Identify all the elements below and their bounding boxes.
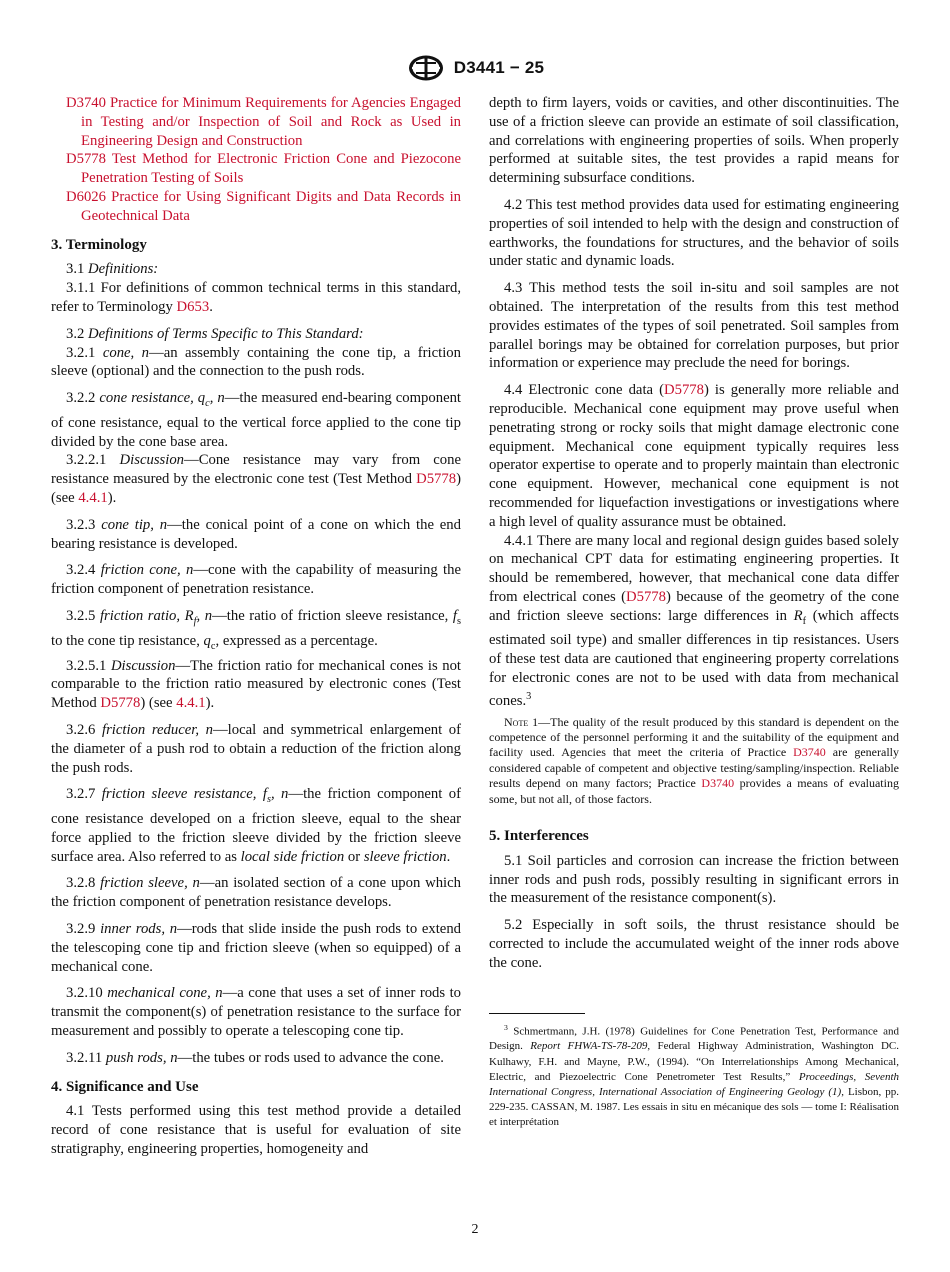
para-3-2-3: 3.2.3 cone tip, n—the conical point of a cone on which the end bearing resistance is developed. [51, 516, 461, 552]
para-4-4-1: 4.4.1 There are many local and regional design guides based solely on mechanical CPT data for estimating engineering properties. It should be remembered, however, that mechanical cone data differ from electrical cones (D5778) because of the geometry of the cone and friction sleeve sections: large differences in $R_f$ (which affects estimated soil type) and smaller differences in tip resistances. Users of these test data are cautioned that engineering property correlations for electronic cones are not to be used with data from mechanical cones.$^3$ [489, 532, 899, 709]
para-4-1: 4.1 Tests performed using this test method provide a detailed record of cone resistance that is useful for evaluation of site stratigraphy, engineering properties, homogeneity and [51, 1103, 461, 1157]
left-column [51, 94, 461, 1159]
link-d5778[interactable]: D5778 [66, 151, 106, 168]
link-4-4-1[interactable]: 4.4.1 [78, 490, 108, 507]
link-d6026[interactable]: D6026 [66, 188, 106, 205]
note-1: Note 1—The quality of the result produced by this standard is dependent on the competence of the personnel performing it and the suitability of the equipment and facility used. Agencies that meet the criteria of Practice D3740 are generally considered capable of competent and objective testing/sampling/inspection. Reliable results depend on many factors; Practice D3740 provides a means of evaluating some, but not all, of those factors. [489, 714, 900, 806]
para-3-2-7: 3.2.7 friction sleeve resistance, $f_s$, n—the friction component of cone resistance developed on a friction sleeve, equal to the shear force applied to the friction sleeve divided by the friction sleeve surface area. Also referred to as local side friction or sleeve friction. [51, 786, 462, 865]
para-3-2-11: 3.2.11 push rods, n—the tubes or rods used to advance the cone. [66, 1049, 444, 1066]
link-4-4-1[interactable]: 4.4.1 [176, 695, 206, 712]
standard-designation: D3441 − 25 [453, 58, 545, 77]
para-5-2: 5.2 Especially in soft soils, the thrust resistance should be corrected to include the accumulated weight of the inner rods above the cone. [489, 917, 899, 971]
footnote-3: $^3$ Schmertmann, J.H. (1978) Guidelines for Cone Penetration Test, Performance and Design. Report FHWA-TS-78-209, Federal Highway Administration, Washington DC. Kulhawy, F.H. and Mayne, P.W., (1994). “On Interrelationships Among Mechanical, Electric, and Piezoelectric Cone Penetrometer Test Results,” Proceedings, Seventh International Congress, International Association of Engineering Geology (1), Lisbon, pp. 229-235. CASSAN, M. 1987. Les essais in situ en mécanique des sols — tome I: Réalisation et interprétation [489, 1022, 899, 1129]
link-d5778[interactable]: D5778 [626, 588, 666, 605]
link-d5778[interactable]: D5778 [100, 695, 141, 712]
para-3-2-9: 3.2.9 inner rods, n—rods that slide inside the push rods to extend the telescoping cone tip and friction sleeve (when so equipped) of a mechanical cone. [51, 921, 462, 975]
footnote-ref-3[interactable]: 3 [526, 690, 532, 702]
link-d5778[interactable]: D5778 [664, 382, 704, 399]
link-d3740[interactable]: D3740 [701, 776, 735, 791]
para-3-2-8: 3.2.8 friction sleeve, n—an isolated section of a cone upon which the friction component of penetration resistance develops. [51, 875, 461, 911]
para-3-1-1: 3.1.1 For definitions of common technical terms in this standard, refer to Terminology D653. [51, 280, 461, 315]
reference-d3740 [51, 94, 461, 150]
para-3-2-4: 3.2.4 friction cone, n—cone with the capability of measuring the friction component of penetration resistance. [51, 562, 461, 598]
astm-logo-icon [406, 54, 446, 82]
para-3-2-2: 3.2.2 cone resistance, $q_c$, n—the measured end-bearing component of cone resistance, equal to the vertical force applied to the cone tip divided by the cone base area. [51, 390, 462, 450]
para-3-2: 3.2 Definitions of Terms Specific to This Standard: [66, 325, 364, 342]
para-3-2-6: 3.2.6 friction reducer, n—local and symmetrical enlargement of the diameter of a push rod to obtain a reduction of the friction along the push rods. [51, 721, 461, 776]
reference-d6026 [51, 188, 461, 226]
section-5-heading: 5. Interferences [489, 827, 589, 844]
para-3-2-1: 3.2.1 cone, n—an assembly containing the cone tip, a friction sleeve (optional) and the connection to the push rods. [51, 344, 461, 380]
para-5-1: 5.1 Soil particles and corrosion can increase the friction between inner rods and push rods, possibly resulting in significant errors in the measurement of the resistance component(s). [489, 852, 899, 907]
para-3-2-5-1: 3.2.5.1 Discussion—The friction ratio for mechanical cones is not comparable to the friction ratio measured by electronic cones (Test Method D5778) (see 4.4.1). [51, 657, 461, 712]
footnote-divider [489, 1013, 585, 1014]
link-d3740[interactable]: D3740 [66, 95, 106, 111]
ref-title: Test Method for Electronic Friction Cone and Piezocone Penetration Testing of Soils [81, 151, 461, 187]
right-column [489, 94, 899, 1131]
para-4-4: 4.4 Electronic cone data (D5778) is generally more reliable and reproducible. Mechanical cone equipment may prove useful when penetrating strong or rocky soils that might damage electronic cone equipment. Mechanical cone equipment typically requires less operator expertise to operate and to properly maintain than electronic cone equipment. However, mechanical cone equipment is not recommended for liquefaction investigations or investigations where a high level of quality assurance must be obtained. [489, 382, 899, 530]
link-d3740[interactable]: D3740 [793, 745, 826, 760]
para-4-1-continued: depth to firm layers, voids or cavities, and other discontinuities. The use of a friction sleeve can provide an estimate of soil classification, and correlations with engineering properties of soils. When properly performed at suitable sites, the test provides a rapid means for determining subsurface conditions. [489, 95, 899, 187]
ref-title: Practice for Minimum Requirements for Agencies Engaged in Testing and/or Inspection of Soil and Rock as Used in Engineering Design and Construction [81, 95, 462, 149]
para-3-2-5: 3.2.5 friction ratio, $R_f$, n—the ratio of friction sleeve resistance, $f_s$ to the cone tip resistance, $q_c$, expressed as a percentage. [51, 608, 462, 652]
para-4-2: 4.2 This test method provides data used for estimating engineering properties of soil intended to help with the design and construction of earthworks, the foundations for structures, and the behavior of soils under static and dynamic loads. [489, 196, 899, 270]
link-d5778[interactable]: D5778 [416, 471, 457, 488]
para-4-3: 4.3 This method tests the soil in-situ and soil samples are not obtained. The interpretation of the results from this test method provides estimates of the types of soil penetrated. Soil samples from parallel borings may be obtained for correlation purposes, but prior information or experience may preclude the need for borings. [489, 280, 899, 372]
page-header [0, 54, 950, 82]
reference-d5778 [51, 150, 461, 188]
para-3-2-2-1: 3.2.2.1 Discussion—Cone resistance may vary from cone resistance measured by the electronic cone test (Test Method D5778) (see 4.4.1). [51, 452, 461, 507]
link-d653[interactable]: D653 [176, 298, 210, 315]
para-3-1: 3.1 Definitions: [66, 261, 159, 278]
para-3-2-10: 3.2.10 mechanical cone, n—a cone that uses a set of inner rods to transmit the component(s) of penetration resistance to the surface for measurement and possibly to operate a telescoping cone tip. [51, 985, 462, 1040]
ref-title: Practice for Using Significant Digits and Data Records in Geotechnical Data [81, 188, 462, 224]
section-4-heading: 4. Significance and Use [51, 1078, 199, 1095]
page-number: 2 [471, 1222, 479, 1237]
section-3-heading: 3. Terminology [51, 236, 147, 253]
